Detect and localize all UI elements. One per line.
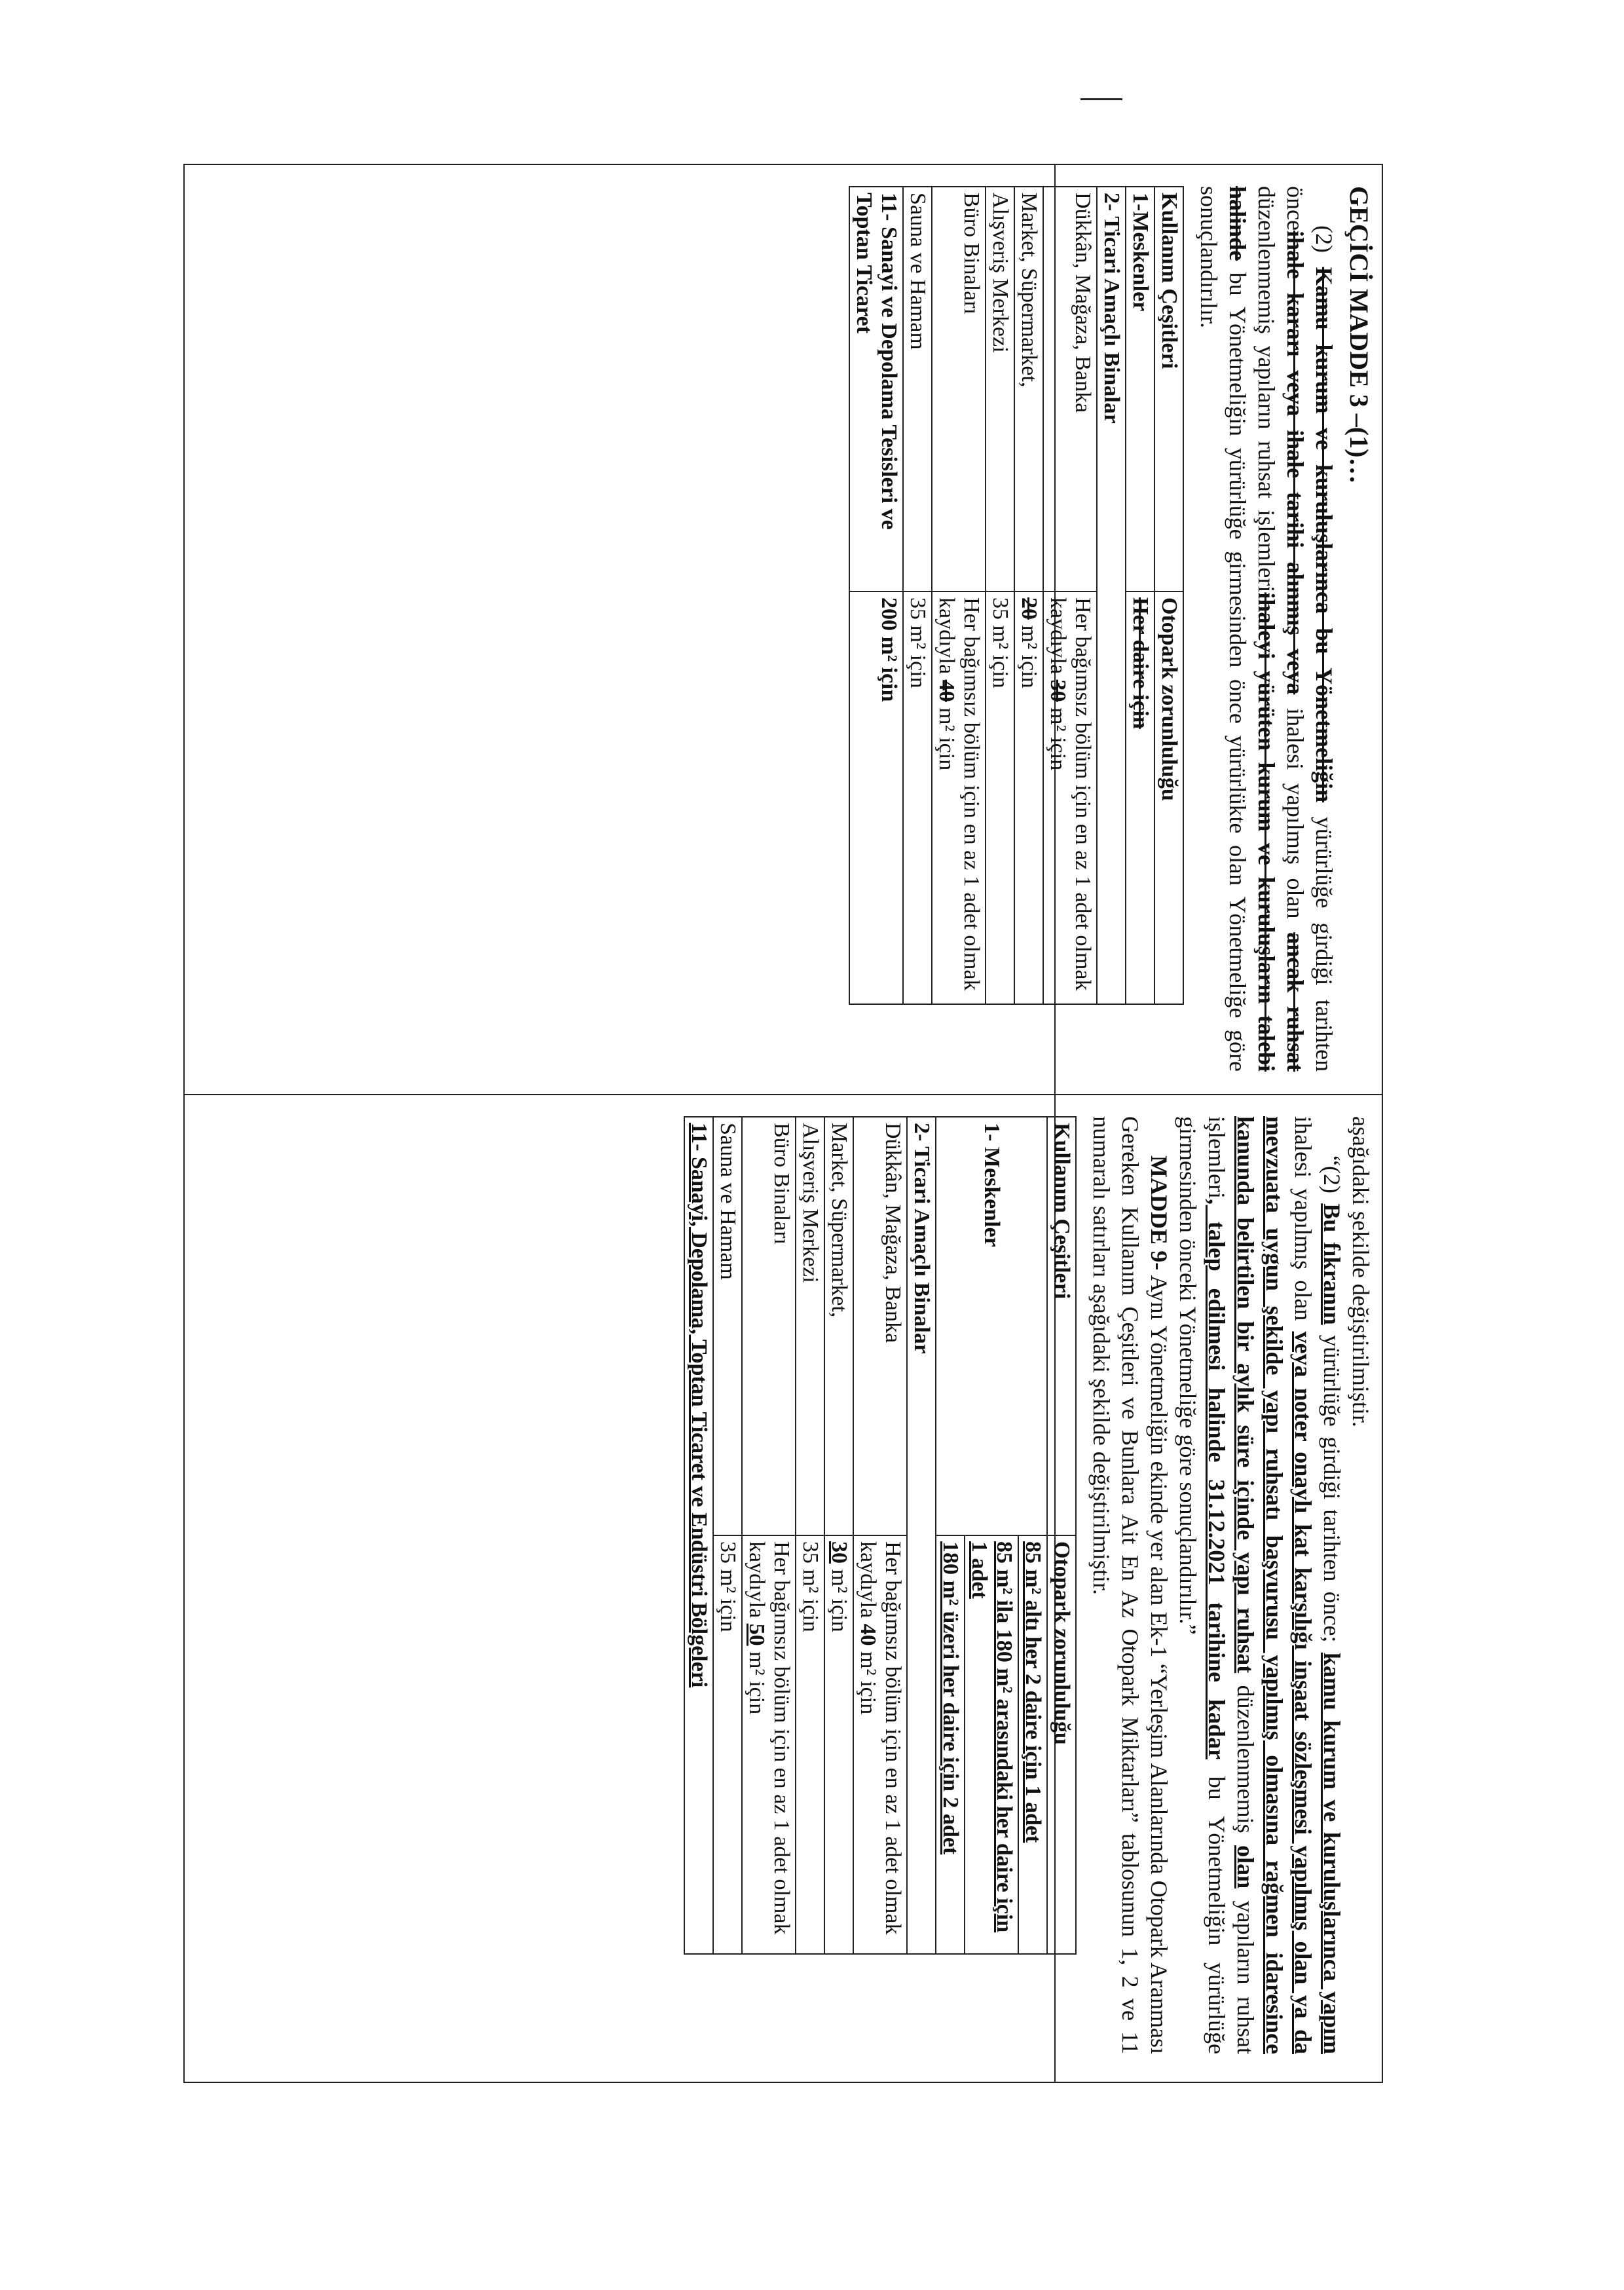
table-row: 1-Meskenler Her daire için [1126,187,1154,1004]
table-row: Büro Binaları Her bağımsız bölüm için en az 1 adet olmak kaydıyla 50 m² için [742,1117,796,1954]
table-row: Sauna ve Hamam 35 m² için [713,1117,742,1954]
table-row: 2- Ticari Amaçlı Binalar [1097,187,1126,1004]
table-row: Market, Süpermarket, 30 m² için [824,1117,853,1954]
table-row: Dükkân, Mağaza, Banka Her bağımsız bölüm için en az 1 adet olmak kaydıyla 40 m² için [853,1117,907,1954]
madde-9-paragraph: MADDE 9- Aynı Yönetmeliğin ekinde yer alan Ek-1 “Yerleşim Alanlarında Otopark Aranması Gereken Kullanım Çeşitleri ve Bunlara Ait En Az Otopark Miktarları” tablosunun 1, 2 ve 11 numaralı satırları aşağıdaki şekilde değiştirilmiştir. [1088,1116,1172,2054]
new-parking-table [684,1116,1077,1955]
new-text-cell [406,1107,1375,2063]
table-row: 1- Meskenler 85 m² altı her 2 daire için 1 adet [1018,1117,1047,1954]
table-row: Alışveriş Merkezi 35 m² için [986,187,1014,1004]
row-divider [183,1094,1383,1095]
table-row: Dükkân, Mağaza, Banka Her bağımsız bölüm için en az 1 adet olmak kaydıyla 30 m² için [1043,187,1097,1004]
table-row: Sauna ve Hamam 35 m² için [903,187,932,1004]
old-text-cell [406,177,1375,1081]
table-row: Kullanım Çeşitleri Otopark zorunluluğu [1154,187,1183,1004]
table-row: 85 m² ila 180 m² arasındaki her daire için 1 adet [965,1117,1018,1954]
old-parking-table [849,186,1184,1005]
old-paragraph-2: (2) Kamu kurum ve kuruluşlarınca bu Yönetmeliğin yürürlüğe girdiği tarihten önceihale kararı veya ihale tarihi alınmış veya ihalesi yapılmış olan ancak ruhsat düzenlenmemiş yapıların ruhsat işlemleriihaleyi yürüten kurum ve kuruluşların talebi halinde bu Yönetmeliğin yürürlüğe girmesinden önce yürürlükte olan Yönetmeliğe göre sonuçlandırılır. [1196,186,1337,1072]
table-row: Market, Süpermarket, 20 m² için [1014,187,1043,1004]
new-paragraph-2: “(2) Bu fıkranın yürürlüğe girdiği tarihten önce; kamu kurum ve kuruluşlarınca yapım ihalesi yapılmış olan veya noter onaylı kat karşılığı inşaat sözleşmesi yapılmış olan ya da mevzuata uygun şekilde yapı ruhsatı başvurusu yapılmış olmasına rağmen idaresince kanunda belirtilen bir aylık süre içinde yapı ruhsat düzenlenmemiş olan yapıların ruhsat işlemleri, talep edilmesi halinde 31.12.2021 tarihine kadar bu Yönetmeliğin yürürlüğe girmesinden önceki Yönetmeliğe göre sonuçlandırılır.” [1175,1116,1345,2055]
top-dash-mark [1080,98,1122,100]
table-row: Kullanım Çeşitleri Otopark zorunluluğu [1047,1117,1076,1954]
new-intro: aşağıdaki şekilde değiştirilmiştir. [1348,1116,1374,1427]
table-row: 2- Ticari Amaçlı Binalar [907,1117,936,1954]
table-row: 180 m² üzeri her daire için 2 adet [936,1117,965,1954]
table-row: Büro Binaları Her bağımsız bölüm için en az 1 adet olmak kaydıyla 40 m² için [932,187,986,1004]
old-heading: GEÇİCİ MADDE 3 –(1)… [1344,186,1374,484]
table-row: Alışveriş Merkezi 35 m² için [796,1117,824,1954]
table-row: 11- Sanayi ve Depolama Tesisleri ve Toptan Ticaret 200 m² için [849,187,903,1004]
table-row: 11- Sanayi, Depolama, Toptan Ticaret ve Endüstri Bölgeleri [684,1117,713,1954]
